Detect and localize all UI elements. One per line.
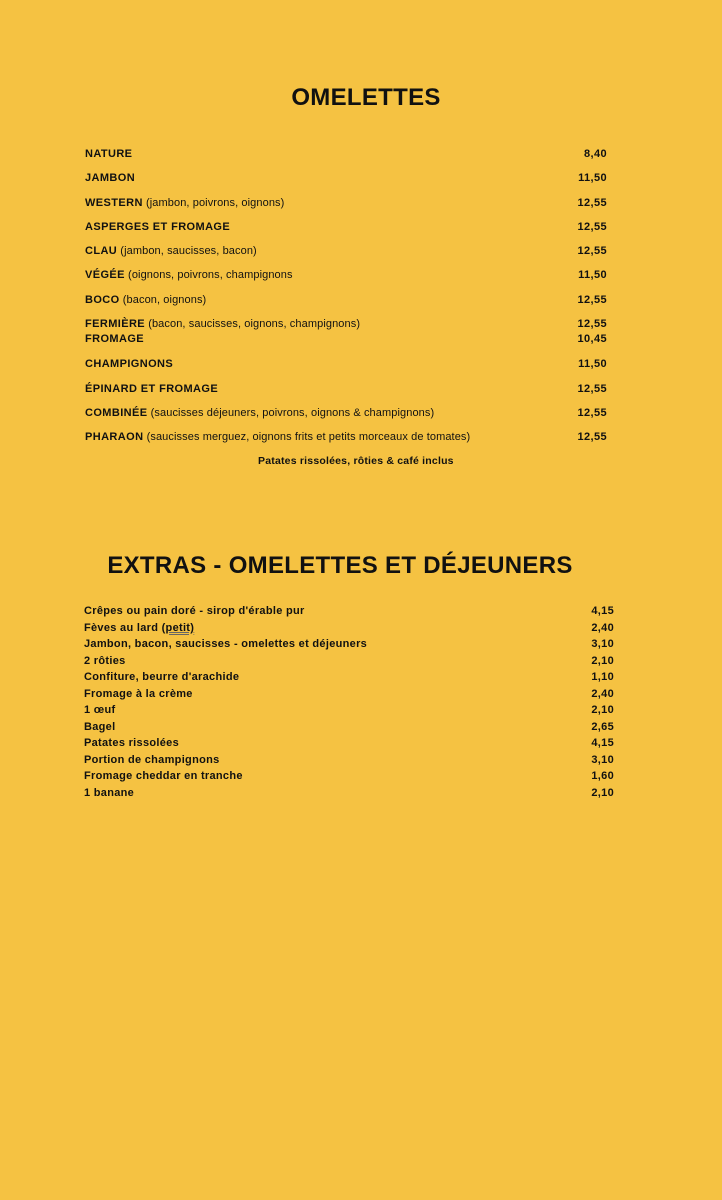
extra-item xyxy=(84,770,614,783)
item-label: 1 œuf xyxy=(84,704,116,716)
item-name: CHAMPIGNONS xyxy=(85,358,174,370)
omelette-item xyxy=(85,358,607,371)
item-label: Confiture, beurre d'arachide xyxy=(84,671,240,683)
omelette-item xyxy=(85,197,607,210)
item-price: 12,55 xyxy=(577,318,607,330)
item-label: 2 rôties xyxy=(84,655,126,667)
extras-title: EXTRAS - OMELETTES ET DÉJEUNERS xyxy=(107,552,573,579)
extra-item xyxy=(84,638,614,651)
omelette-item xyxy=(85,269,607,282)
item-label: Crêpes ou pain doré - sirop d'érable pur xyxy=(84,605,305,617)
extra-item xyxy=(84,704,614,717)
item-price: 12,55 xyxy=(577,221,607,233)
omelette-item xyxy=(85,148,607,161)
item-price: 11,50 xyxy=(578,358,607,370)
omelette-item xyxy=(85,245,607,258)
item-label: Fromage à la crème xyxy=(84,688,193,700)
item-price: 3,10 xyxy=(591,638,614,650)
item-price: 12,55 xyxy=(577,245,607,257)
item-name: PHARAON xyxy=(85,431,144,443)
item-name: WESTERN xyxy=(85,197,143,209)
item-price: 12,55 xyxy=(577,407,607,419)
omelette-item xyxy=(85,172,607,185)
item-name: CLAU xyxy=(85,245,118,257)
item-description: (saucisses déjeuners, poivrons, oignons & champignons) xyxy=(147,407,435,419)
item-label: Fèves au lard ( xyxy=(84,622,166,634)
item-price: 12,55 xyxy=(577,431,607,443)
item-label: Portion de champignons xyxy=(84,754,220,766)
omelette-item xyxy=(85,431,607,444)
item-price: 2,40 xyxy=(591,622,614,634)
item-label: 1 banane xyxy=(84,787,135,799)
item-price: 1,10 xyxy=(591,671,614,683)
item-name: JAMBON xyxy=(85,172,136,184)
item-name: ÉPINARD ET FROMAGE xyxy=(85,383,219,395)
item-price: 11,50 xyxy=(578,269,607,281)
item-description: (jambon, poivrons, oignons) xyxy=(142,197,285,209)
item-price: 2,40 xyxy=(591,688,614,700)
extra-item xyxy=(84,787,614,800)
item-label: Jambon, bacon, saucisses - omelettes et déjeuners xyxy=(84,638,368,650)
item-name: NATURE xyxy=(85,148,133,160)
item-price: 1,60 xyxy=(591,770,614,782)
item-price: 2,10 xyxy=(591,655,614,667)
omelette-item xyxy=(85,294,607,307)
omelette-item xyxy=(85,221,607,234)
item-price: 11,50 xyxy=(578,172,607,184)
item-label: Fromage cheddar en tranche xyxy=(84,770,243,782)
item-price: 10,45 xyxy=(577,333,607,345)
extra-item xyxy=(84,737,614,750)
extra-item xyxy=(84,671,614,684)
item-description: (bacon, saucisses, oignons, champignons) xyxy=(145,318,361,330)
item-name: VÉGÉE xyxy=(85,269,125,281)
item-label: Bagel xyxy=(84,721,116,733)
item-name: COMBINÉE xyxy=(85,407,148,419)
extra-item xyxy=(84,655,614,668)
extra-item xyxy=(84,754,614,767)
item-price: 12,55 xyxy=(577,383,607,395)
item-price: 4,15 xyxy=(591,605,614,617)
item-description: (oignons, poivrons, champignons xyxy=(124,269,293,281)
item-label: Patates rissolées xyxy=(84,737,179,749)
item-description: (saucisses merguez, oignons frits et petits morceaux de tomates) xyxy=(143,431,471,443)
item-description: (jambon, saucisses, bacon) xyxy=(117,245,257,257)
item-description: (bacon, oignons) xyxy=(119,294,207,306)
extra-item xyxy=(84,688,614,701)
extra-item xyxy=(84,605,614,618)
item-price: 3,10 xyxy=(591,754,614,766)
omelette-item xyxy=(85,333,607,346)
extra-item xyxy=(84,622,614,635)
omelette-item xyxy=(85,383,607,396)
item-name: BOCO xyxy=(85,294,120,306)
item-name: ASPERGES ET FROMAGE xyxy=(85,221,231,233)
item-price: 12,55 xyxy=(577,197,607,209)
extra-item xyxy=(84,721,614,734)
omelette-item xyxy=(85,407,607,420)
item-price: 8,40 xyxy=(583,148,607,160)
item-price: 12,55 xyxy=(577,294,607,306)
item-name: FERMIÈRE xyxy=(85,318,146,330)
item-name: FROMAGE xyxy=(85,333,145,345)
item-price: 4,15 xyxy=(591,737,614,749)
included-note: Patates rissolées, rôties & café inclus xyxy=(258,455,454,467)
omelettes-title: OMELETTES xyxy=(291,84,441,111)
omelette-item xyxy=(85,318,607,331)
item-price: 2,10 xyxy=(591,787,614,799)
item-price: 2,10 xyxy=(591,704,614,716)
item-label-emphasis: petit) xyxy=(165,622,195,634)
item-price: 2,65 xyxy=(591,721,614,733)
